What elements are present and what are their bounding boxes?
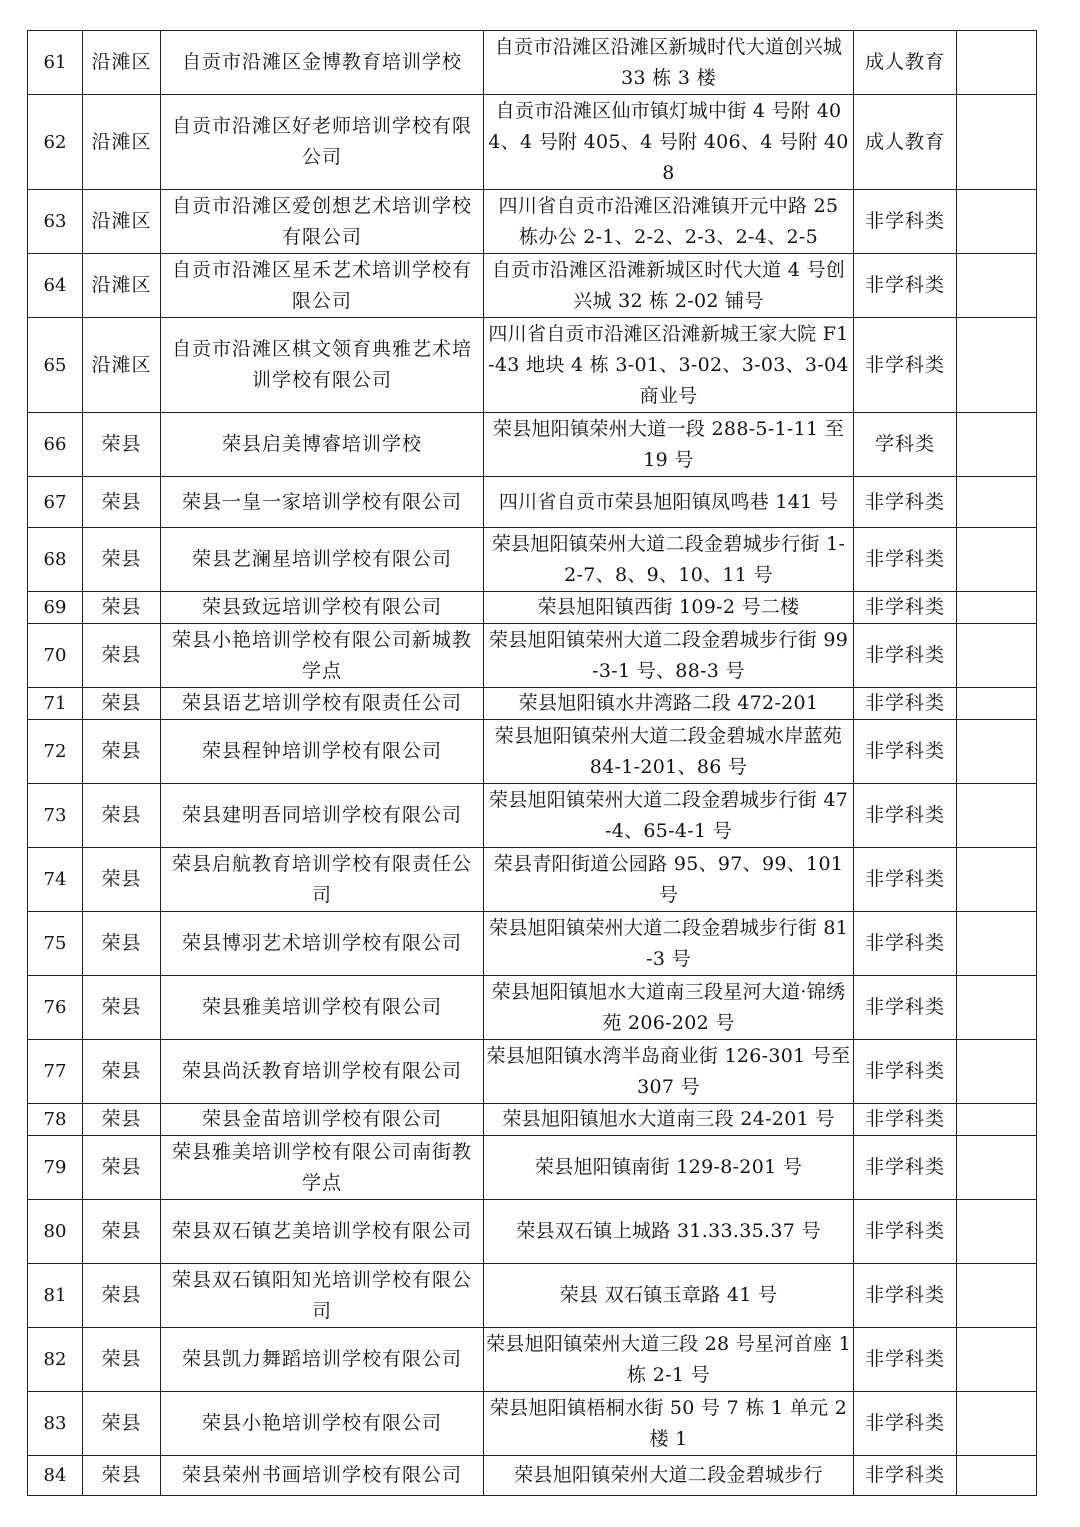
school-name-cell: 自贡市沿滩区金博教育培训学校 (161, 31, 484, 95)
school-name-cell: 荣县雅美培训学校有限公司南街教学点 (161, 1136, 484, 1200)
table-row (28, 1040, 1037, 1104)
remarks-cell (957, 190, 1037, 254)
remarks-cell (957, 1328, 1037, 1392)
district-cell: 荣县 (83, 1104, 161, 1136)
district-cell: 荣县 (83, 1392, 161, 1456)
address-cell: 自贡市沿滩区仙市镇灯城中街 4 号附 404、4 号附 405、4 号附 406、4 号附 408 (484, 95, 854, 190)
remarks-cell (957, 592, 1037, 624)
school-name-cell: 荣县双石镇阳知光培训学校有限公司 (161, 1264, 484, 1328)
address-cell: 荣县旭阳镇西街 109-2 号二楼 (484, 592, 854, 624)
row-number: 81 (28, 1264, 83, 1328)
table-row (28, 1456, 1037, 1496)
remarks-cell (957, 254, 1037, 318)
category-cell: 非学科类 (854, 1456, 957, 1496)
district-cell: 荣县 (83, 1040, 161, 1104)
remarks-cell (957, 1040, 1037, 1104)
address-cell: 荣县旭阳镇水湾半岛商业街 126-301 号至 307 号 (484, 1040, 854, 1104)
address-cell: 荣县旭阳镇旭水大道南三段星河大道·锦绣苑 206-202 号 (484, 976, 854, 1040)
table-row (28, 1136, 1037, 1200)
district-cell: 荣县 (83, 688, 161, 720)
row-number: 62 (28, 95, 83, 190)
school-name-cell: 荣县艺澜星培训学校有限公司 (161, 528, 484, 592)
remarks-cell (957, 1104, 1037, 1136)
table-row (28, 688, 1037, 720)
row-number: 61 (28, 31, 83, 95)
row-number: 84 (28, 1456, 83, 1496)
address-cell: 荣县旭阳镇荣州大道二段金碧城步行街 1-2-7、8、9、10、11 号 (484, 528, 854, 592)
district-cell: 荣县 (83, 1136, 161, 1200)
table-row (28, 1200, 1037, 1264)
district-cell: 荣县 (83, 624, 161, 688)
row-number: 77 (28, 1040, 83, 1104)
row-number: 78 (28, 1104, 83, 1136)
address-cell: 自贡市沿滩区沿滩新城区时代大道 4 号创兴城 32 栋 2-02 铺号 (484, 254, 854, 318)
district-cell: 沿滩区 (83, 31, 161, 95)
table-row (28, 592, 1037, 624)
category-cell: 非学科类 (854, 688, 957, 720)
address-cell: 荣县双石镇上城路 31.33.35.37 号 (484, 1200, 854, 1264)
remarks-cell (957, 912, 1037, 976)
category-cell: 学科类 (854, 413, 957, 477)
remarks-cell (957, 784, 1037, 848)
row-number: 69 (28, 592, 83, 624)
address-cell: 四川省自贡市沿滩区沿滩镇开元中路 25 栋办公 2-1、2-2、2-3、2-4、2-5 (484, 190, 854, 254)
school-name-cell: 荣县小艳培训学校有限公司 (161, 1392, 484, 1456)
remarks-cell (957, 688, 1037, 720)
row-number: 79 (28, 1136, 83, 1200)
remarks-cell (957, 1200, 1037, 1264)
school-name-cell: 荣县尚沃教育培训学校有限公司 (161, 1040, 484, 1104)
row-number: 73 (28, 784, 83, 848)
table-row (28, 528, 1037, 592)
school-name-cell: 荣县一皇一家培训学校有限公司 (161, 477, 484, 528)
table-row (28, 1392, 1037, 1456)
category-cell: 非学科类 (854, 624, 957, 688)
table-row (28, 1264, 1037, 1328)
school-name-cell: 荣县双石镇艺美培训学校有限公司 (161, 1200, 484, 1264)
address-cell: 荣县旭阳镇荣州大道二段金碧城步行街 99-3-1 号、88-3 号 (484, 624, 854, 688)
row-number: 68 (28, 528, 83, 592)
category-cell: 成人教育 (854, 31, 957, 95)
table-row (28, 95, 1037, 190)
table-row (28, 976, 1037, 1040)
school-name-cell: 荣县小艳培训学校有限公司新城教学点 (161, 624, 484, 688)
category-cell: 非学科类 (854, 477, 957, 528)
category-cell: 非学科类 (854, 1104, 957, 1136)
school-name-cell: 荣县致远培训学校有限公司 (161, 592, 484, 624)
row-number: 74 (28, 848, 83, 912)
school-name-cell: 自贡市沿滩区好老师培训学校有限公司 (161, 95, 484, 190)
category-cell: 非学科类 (854, 528, 957, 592)
address-cell: 荣县旭阳镇南街 129-8-201 号 (484, 1136, 854, 1200)
school-name-cell: 荣县荣州书画培训学校有限公司 (161, 1456, 484, 1496)
row-number: 67 (28, 477, 83, 528)
category-cell: 非学科类 (854, 976, 957, 1040)
category-cell: 非学科类 (854, 1200, 957, 1264)
table-body (28, 31, 1037, 1496)
district-cell: 荣县 (83, 1456, 161, 1496)
table-row (28, 254, 1037, 318)
district-cell: 荣县 (83, 784, 161, 848)
address-cell: 荣县旭阳镇荣州大道二段金碧城步行街 47-4、65-4-1 号 (484, 784, 854, 848)
address-cell: 四川省自贡市沿滩区沿滩新城王家大院 F1-43 地块 4 栋 3-01、3-02、3-03、3-04 商业号 (484, 318, 854, 413)
row-number: 82 (28, 1328, 83, 1392)
address-cell: 荣县旭阳镇水井湾路二段 472-201 (484, 688, 854, 720)
remarks-cell (957, 477, 1037, 528)
address-cell: 荣县旭阳镇荣州大道二段金碧城步行街 81-3 号 (484, 912, 854, 976)
address-cell: 四川省自贡市荣县旭阳镇凤鸣巷 141 号 (484, 477, 854, 528)
remarks-cell (957, 1456, 1037, 1496)
remarks-cell (957, 624, 1037, 688)
district-cell: 荣县 (83, 1200, 161, 1264)
category-cell: 非学科类 (854, 1264, 957, 1328)
row-number: 72 (28, 720, 83, 784)
category-cell: 非学科类 (854, 318, 957, 413)
category-cell: 非学科类 (854, 592, 957, 624)
remarks-cell (957, 318, 1037, 413)
table-row (28, 318, 1037, 413)
row-number: 66 (28, 413, 83, 477)
school-name-cell: 荣县程钟培训学校有限公司 (161, 720, 484, 784)
district-cell: 荣县 (83, 912, 161, 976)
school-name-cell: 荣县启航教育培训学校有限责任公司 (161, 848, 484, 912)
address-cell: 荣县旭阳镇荣州大道二段金碧城水岸蓝苑 84-1-201、86 号 (484, 720, 854, 784)
remarks-cell (957, 1136, 1037, 1200)
school-name-cell: 自贡市沿滩区星禾艺术培训学校有限公司 (161, 254, 484, 318)
table-row (28, 624, 1037, 688)
category-cell: 非学科类 (854, 1040, 957, 1104)
school-name-cell: 荣县建明吾同培训学校有限公司 (161, 784, 484, 848)
school-name-cell: 荣县启美博睿培训学校 (161, 413, 484, 477)
table-row (28, 31, 1037, 95)
row-number: 65 (28, 318, 83, 413)
address-cell: 荣县青阳街道公园路 95、97、99、101 号 (484, 848, 854, 912)
category-cell: 非学科类 (854, 254, 957, 318)
category-cell: 非学科类 (854, 1136, 957, 1200)
school-name-cell: 荣县雅美培训学校有限公司 (161, 976, 484, 1040)
district-cell: 沿滩区 (83, 254, 161, 318)
remarks-cell (957, 848, 1037, 912)
category-cell: 非学科类 (854, 190, 957, 254)
row-number: 64 (28, 254, 83, 318)
district-cell: 荣县 (83, 413, 161, 477)
address-cell: 荣县旭阳镇荣州大道二段金碧城步行 (484, 1456, 854, 1496)
table-row (28, 1104, 1037, 1136)
category-cell: 成人教育 (854, 95, 957, 190)
district-cell: 荣县 (83, 1264, 161, 1328)
school-name-cell: 荣县金苗培训学校有限公司 (161, 1104, 484, 1136)
address-cell: 自贡市沿滩区沿滩区新城时代大道创兴城 33 栋 3 楼 (484, 31, 854, 95)
remarks-cell (957, 720, 1037, 784)
table-row (28, 190, 1037, 254)
category-cell: 非学科类 (854, 1328, 957, 1392)
school-name-cell: 自贡市沿滩区棋文领育典雅艺术培训学校有限公司 (161, 318, 484, 413)
remarks-cell (957, 1392, 1037, 1456)
category-cell: 非学科类 (854, 1392, 957, 1456)
category-cell: 非学科类 (854, 912, 957, 976)
district-cell: 沿滩区 (83, 318, 161, 413)
remarks-cell (957, 1264, 1037, 1328)
district-cell: 荣县 (83, 720, 161, 784)
training-schools-table (27, 30, 1037, 1496)
school-name-cell: 荣县博羽艺术培训学校有限公司 (161, 912, 484, 976)
row-number: 63 (28, 190, 83, 254)
address-cell: 荣县旭阳镇荣州大道三段 28 号星河首座 1 栋 2-1 号 (484, 1328, 854, 1392)
row-number: 76 (28, 976, 83, 1040)
row-number: 75 (28, 912, 83, 976)
table-row (28, 720, 1037, 784)
table-row (28, 477, 1037, 528)
category-cell: 非学科类 (854, 848, 957, 912)
district-cell: 荣县 (83, 477, 161, 528)
category-cell: 非学科类 (854, 720, 957, 784)
district-cell: 沿滩区 (83, 190, 161, 254)
district-cell: 荣县 (83, 592, 161, 624)
remarks-cell (957, 413, 1037, 477)
address-cell: 荣县旭阳镇旭水大道南三段 24-201 号 (484, 1104, 854, 1136)
school-name-cell: 荣县语艺培训学校有限责任公司 (161, 688, 484, 720)
table-row (28, 912, 1037, 976)
category-cell: 非学科类 (854, 784, 957, 848)
remarks-cell (957, 95, 1037, 190)
address-cell: 荣县 双石镇玉章路 41 号 (484, 1264, 854, 1328)
school-name-cell: 荣县凯力舞蹈培训学校有限公司 (161, 1328, 484, 1392)
address-cell: 荣县旭阳镇荣州大道一段 288-5-1-11 至 19 号 (484, 413, 854, 477)
table-row (28, 413, 1037, 477)
district-cell: 荣县 (83, 1328, 161, 1392)
remarks-cell (957, 976, 1037, 1040)
table-row (28, 848, 1037, 912)
district-cell: 荣县 (83, 976, 161, 1040)
district-cell: 荣县 (83, 528, 161, 592)
row-number: 71 (28, 688, 83, 720)
row-number: 80 (28, 1200, 83, 1264)
district-cell: 沿滩区 (83, 95, 161, 190)
table-row (28, 1328, 1037, 1392)
remarks-cell (957, 31, 1037, 95)
row-number: 70 (28, 624, 83, 688)
row-number: 83 (28, 1392, 83, 1456)
table-row (28, 784, 1037, 848)
school-name-cell: 自贡市沿滩区爱创想艺术培训学校有限公司 (161, 190, 484, 254)
address-cell: 荣县旭阳镇梧桐水街 50 号 7 栋 1 单元 2 楼 1 (484, 1392, 854, 1456)
district-cell: 荣县 (83, 848, 161, 912)
remarks-cell (957, 528, 1037, 592)
